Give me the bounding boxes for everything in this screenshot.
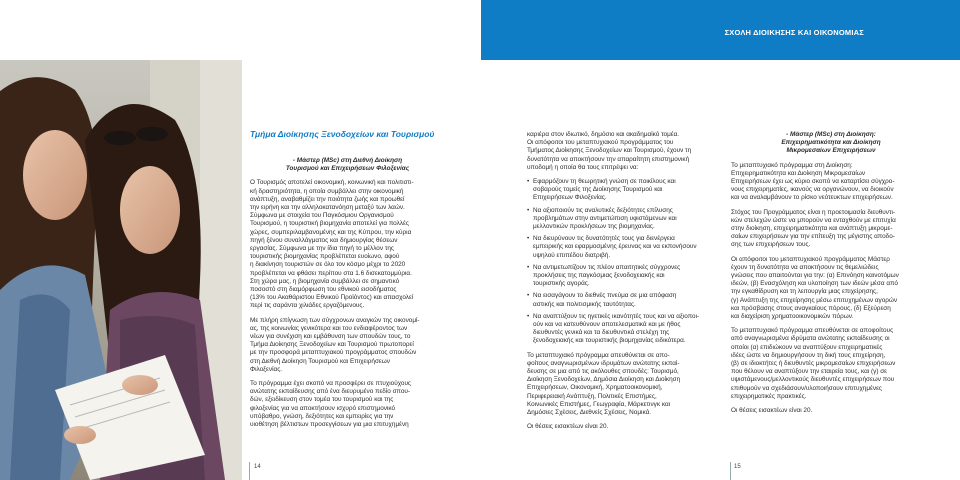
department-title: Τμήμα Διοίκησης Ξενοδοχείων και Τουρισμού (250, 129, 435, 139)
line: Κοινωνικές Επιστήμες, Γεωγραφία, Μάρκετινγκ και (527, 400, 671, 408)
line: επιθυμούν να σχεδιάσουν/υλοποιήσουν επιτυχημένες (731, 384, 883, 392)
line: και διαχείριση χρηματοοικονομικών πόρων. (731, 313, 854, 321)
middle-seats: Οι θέσεις εισακτέων είναι 20. (527, 423, 609, 431)
line: Περιφερειακή Ανάπτυξη, Πολιτικές Επιστήμες, (527, 392, 657, 400)
middle-paragraph-2 (527, 352, 727, 418)
line: υψιστάμενους/μελλοντικούς διευθυντές επιχειρήσεων που (731, 376, 895, 384)
line: Επιχειρήσεων έχει ως κύριο σκοπό να καταρτίσει σύγχρο- (731, 178, 895, 186)
right-page-rule (730, 462, 731, 480)
line: εμπειρικής και εφαρμοσμένης έρευνας και να εκπονήσουν (533, 243, 697, 251)
line: Να αναπτύξουν τις ηγετικές ικανότητές τους και να αξιοποι- (533, 312, 700, 320)
line: σης των επιχειρήσεων τους. (731, 241, 811, 249)
line: νέων για συνέχιση και εμβάθυνση των σπουδών τους, το (250, 333, 411, 341)
left-page-rule (249, 462, 250, 480)
line: την ειρήνη και την αλληλοκατανόηση μεταξύ των λαών. (250, 204, 405, 212)
line: Να εισαγάγουν το διεθνές πνεύμα σε μια απόφαση (533, 292, 677, 300)
line: από αναγνωρισμένα ιδρύματα ανώτατης εκπαίδευσης οι (731, 335, 890, 343)
line: στη Διεθνή Διοίκηση Τουρισμού και Επιχειρήσεων (250, 357, 390, 365)
right-paragraph-3 (731, 256, 931, 322)
line: επιχειρηματικές πρακτικές. (731, 392, 807, 400)
list-item (527, 292, 727, 308)
right-paragraph-2 (731, 209, 931, 250)
line: τουριστικής βιομηχανίας προβλέπεται ευοίωνο, αφού (250, 253, 400, 261)
list-item (527, 264, 727, 289)
line: Επιχειρήσεων, Οικονομική, Χρηματοοικονομική, (527, 384, 663, 392)
line: (13% του Ακαθάριστου Εθνικού Προϊόντος) και απασχολεί (250, 294, 414, 302)
program-heading-1-line1: - Μάστερ (MSc) στη Διεθνή Διοίκηση (292, 157, 403, 164)
left-text-column (250, 157, 445, 435)
line: ποσοστό στη διαμόρφωση του εθνικού εισοδήματος (250, 286, 397, 294)
line: Το μεταπτυχιακό πρόγραμμα απευθύνεται σε απο- (527, 351, 670, 359)
line: Επιχειρήσεων Φιλοξενίας. (533, 194, 607, 202)
line: που θέλουν να αναπτύξουν την εταιρεία τους, και (γ) σε (731, 368, 888, 376)
line: σαίων επιχειρήσεων για την επίτευξη της μέγιστης αποδο- (731, 233, 895, 241)
line: διευθυντές γενικά και τα διευθυντικά στελέχη της (533, 329, 670, 337)
line: Το πρόγραμμα έχει σκοπό να προσφέρει σε πτυχιούχους (250, 380, 412, 388)
line: ξενοδοχειακής και τουριστικής βιομηχανίας ειδικότερα. (533, 337, 686, 345)
line: υποδομή η οποία θα τους επιτρέψει να: (527, 163, 639, 171)
line: Στόχος του Προγράμματος είναι η προετοιμασία διευθυντι- (731, 208, 896, 216)
line: υψηλού επιπέδου διατριβή. (533, 251, 611, 259)
line: ιδεών, (β) Ενασχόληση και υλοποίηση των ιδεών μέσα από (731, 280, 898, 288)
line: προβλημάτων στην αντιμετώπιση υφιστάμενων και (533, 214, 677, 222)
right-text-column (731, 131, 931, 421)
line: υιοθέτηση βέλτιστων προσεγγίσεων για μια επιτυχημένη (250, 421, 409, 429)
line: Να αντιμετωπίζουν τις πλέον απαιτητικές σύγχρονες (533, 263, 681, 271)
line: πηγή ξένου συναλλάγματος και δημιουργίας θέσεων (250, 236, 398, 244)
header-blue-band (481, 0, 960, 60)
right-paragraph-1 (731, 162, 931, 203)
line: χώρες, συμπεριλαμβανομένης και της Κύπρου, την κύρια (250, 228, 412, 236)
line: φοίτους αναγνωρισμένων ιδρυμάτων ανώτατης εκπαί- (527, 359, 680, 367)
line: κή δραστηριότητα, η οποία συμβάλλει στην οικονομική (250, 187, 404, 195)
program-heading-2-line1: - Μάστερ (MSc) στη Διοίκηση: (786, 131, 876, 138)
left-paragraph-1 (250, 179, 445, 310)
program-heading-1 (250, 157, 445, 173)
line: την εγκαθίδρυση και τη λειτουργία μιας επιχείρησης, (731, 288, 878, 296)
line: προβλέπεται να φθάσει περίπου στα 1.6 δισεκατομμύρια. (250, 269, 412, 277)
right-seats: Οι θέσεις εισακτέων είναι 20. (731, 407, 813, 415)
students-photo-illustration (0, 60, 242, 480)
line: Τουρισμού, η τουριστική βιομηχανία αποτελεί για πολλές (250, 220, 409, 228)
line: σοβαρούς τομείς της Διοίκησης Τουρισμού και (533, 186, 663, 194)
line: δευσης σε μια από τις ακόλουθες σπουδές: Τουρισμό, (527, 368, 679, 376)
line: Να αξιοποιούν τις αναλυτικές δεξιότητες επίλυσης (533, 206, 673, 214)
program-heading-1-line2: Τουρισμού και Επιχειρήσεων Φιλοξενίας (285, 165, 410, 173)
line: ιδέες ώστε να δημιουργήσουν τη δική τους επιχείρηση, (731, 351, 886, 359)
left-paragraph-2 (250, 317, 445, 374)
page-number-right: 15 (734, 464, 741, 470)
outcomes-list (527, 178, 727, 346)
line: αστικής και πολιτισμικής ταυτότητας. (533, 300, 636, 308)
program-heading-2-line2: Επιχειρηματικότητα και Διοίκηση (781, 139, 881, 147)
line: Σύμφωνα με στοιχεία του Παγκόσμιου Οργανισμού (250, 212, 394, 220)
middle-paragraph-1 (527, 131, 727, 172)
middle-text-column (527, 131, 727, 438)
line: Φιλοξενίας. (250, 365, 283, 373)
line: Ο Τουρισμός αποτελεί οικονομική, κοινωνική και πολιτιστι- (250, 179, 414, 187)
line: Εφαρμόζουν τη θεωρητική γνώση σε ποικίλους και (533, 178, 676, 186)
line: οποίοι (α) επιδιώκουν να αναπτύξουν επιχειρηματικές (731, 343, 883, 351)
line: ανώτατης εκπαίδευσης από ένα διευρυμένο πεδίο σπου- (250, 388, 411, 396)
line: γνώσεις που απαιτούνται για την: (α) Επινόηση καινοτόμων (731, 272, 899, 280)
line: δών, εξειδίκευση στον τομέα του τουρισμού και της (250, 396, 394, 404)
line: υπόβαθρο, γνώση, δεξιότητες και εμπειρίες για την (250, 412, 394, 420)
line: Με πλήρη επίγνωση των σύγχρονων αναγκών της οικονομί- (250, 316, 420, 324)
line: Στη χώρα μας, η βιομηχανία συμβάλλει σε σημαντικό (250, 277, 400, 285)
students-photo (0, 60, 242, 480)
line: ούν και να κατευθύνουν αποτελεσματικά και με ήθος (533, 321, 681, 329)
left-paragraph-3 (250, 380, 445, 429)
line: Να διευρύνουν τις δυνατότητές τους για διενέργεια (533, 235, 675, 243)
line: νους επιχειρηματίες, ικανούς να οργανώνουν, να διοικούν (731, 186, 894, 194)
line: στην διοίκηση, επιχειρηματικότητα και ανάπτυξη μικρομε- (731, 225, 893, 233)
line: δυνατότητα να αποκτήσουν την απαραίτητη επιστημονική (527, 155, 690, 163)
line: Το μεταπτυχιακό πρόγραμμα απευθύνεται σε αποφοίτους (731, 327, 894, 335)
line: Τμήματος Διοίκησης Ξενοδοχείων και Τουρισμού, έχουν τη (527, 147, 692, 155)
line: η διακίνηση τουριστών σε όλο τον κόσμο μέχρι το 2020 (250, 261, 406, 269)
line: περί τις σαράντα χιλιάδες εργαζόμενους. (250, 302, 365, 310)
line: και να αναλαμβάνουν το ρίσκο νεότευκτων επιχειρήσεων. (731, 194, 893, 202)
line: εργασίας. Σύμφωνα με την ίδια πηγή το μέλλον της (250, 245, 394, 253)
line: προκλήσεις της παγκόσμιας ξενοδοχειακής και (533, 272, 665, 280)
line: και πρόσβασης στους αναγκαίους πόρους, (δ) Εξεύρεση (731, 304, 891, 312)
line: (β) σε ιδιοκτήτες ή διευθυντές μικρομεσαίων επιχειρήσεων (731, 360, 896, 368)
line: τουριστικής αγοράς. (533, 280, 590, 288)
list-item (527, 235, 727, 260)
line: Το μεταπτυχιακό πρόγραμμα στη Διοίκηση: (731, 161, 853, 169)
line: ας, της κοινωνίας γενικότερα και του ενδιαφέροντος των (250, 324, 408, 332)
line: καριέρα στον ιδιωτικό, δημόσιο και ακαδημαϊκό τομέα. (527, 131, 680, 138)
line: κών στελεχών ώστε να μπορούν να ενταχθούν με επιτυχία (731, 216, 896, 224)
line: έχουν τη δυνατότητα να αποκτήσουν τις θεμελιώδεις (731, 263, 879, 271)
page-number-left: 14 (254, 464, 261, 470)
line: Επιχειρηματικότητα και Διοίκηση Μικρομεσαίων (731, 169, 866, 177)
line: μελλοντικών προκλήσεων της βιομηχανίας. (533, 223, 655, 231)
right-paragraph-4 (731, 327, 931, 401)
header-bar (0, 0, 960, 60)
line: Διοίκηση Ξενοδοχείων, Δημόσια Διοίκηση και Διοίκηση (527, 376, 681, 384)
line: φιλοξενίας για να αποκτήσουν ισχυρό επιστημονικό (250, 404, 396, 412)
program-heading-2-line3: Μικρομεσαίων Επιχειρήσεων (786, 147, 876, 155)
line: Δημόσιες Σχέσεις, Διεθνείς Σχέσεις, Νομικά. (527, 409, 652, 417)
list-item (527, 178, 727, 203)
line: Τμήμα Διοίκησης Ξενοδοχείων και Τουρισμού πρωτοπορεί (250, 341, 414, 349)
line: Οι απόφοιτοι του μεταπτυχιακού προγράμματος του (527, 139, 674, 147)
list-item (527, 207, 727, 232)
line: Οι απόφοιτοι του μεταπτυχιακού προγράμματος Μάστερ (731, 255, 890, 263)
line: ανάπτυξη, αναβαθμίζει την ποιότητα ζωής και προωθεί (250, 195, 405, 203)
line: (γ) Ανάπτυξη της επιχείρησης μέσω επιτυχημένων αγορών (731, 296, 898, 304)
list-item (527, 313, 727, 346)
program-heading-2 (731, 131, 931, 156)
line: με την προσφορά μεταπτυχιακού προγράμματος σπουδών (250, 349, 417, 357)
faculty-name: ΣΧΟΛΗ ΔΙΟΙΚΗΣΗΣ ΚΑΙ ΟΙΚΟΝΟΜΙΑΣ (724, 28, 864, 37)
